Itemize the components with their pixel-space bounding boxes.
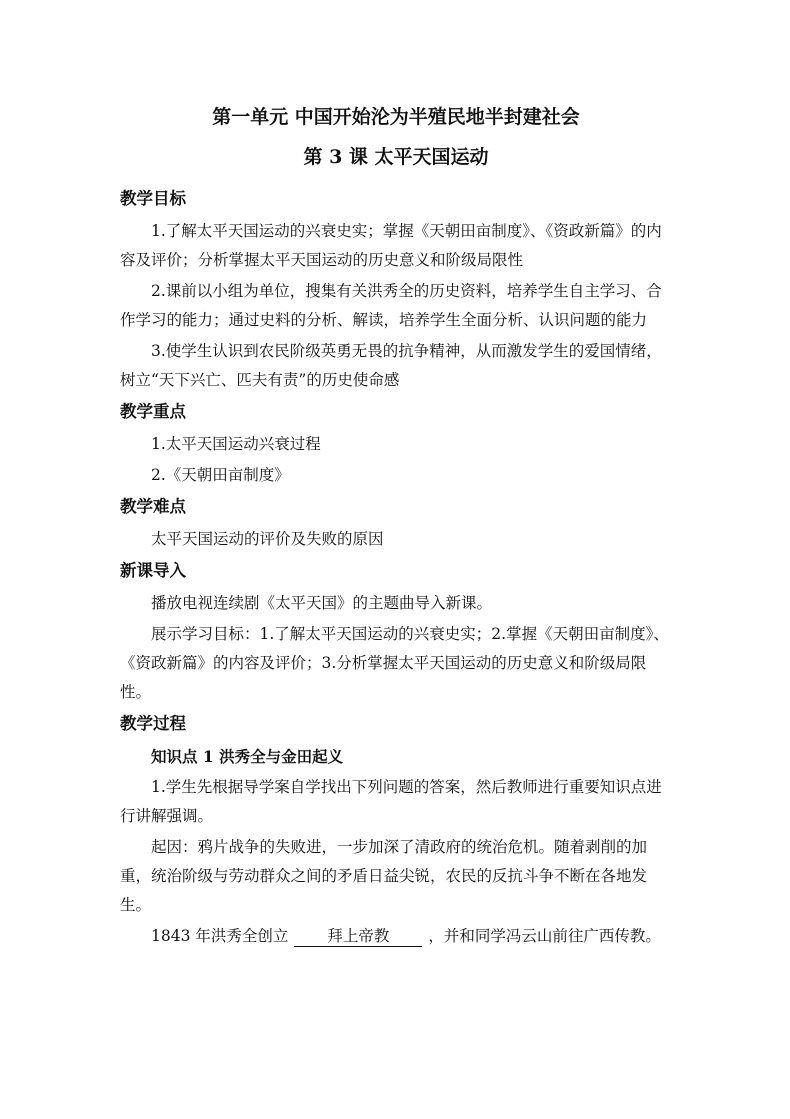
process-item: 起因：鸦片战争的失败进，一步加深了清政府的统治危机。随着剥削的加重，统治阶级与劳动群众之间的矛盾日益尖锐，农民的反抗斗争不断在各地发生。 bbox=[120, 838, 648, 914]
fill-before-text: 1843 年洪秀全创立 bbox=[151, 927, 289, 945]
fill-after-text: ，并和同学冯云山前往广西传教。 bbox=[428, 927, 661, 945]
intro-item: 播放电视连续剧《太平天国》的主题曲导入新课。 bbox=[151, 594, 493, 612]
fill-blank-answer: 拜上帝教 bbox=[294, 926, 422, 947]
key-point-item: 1.太平天国运动兴衰过程 bbox=[151, 435, 321, 453]
objective-item: 1.了解太平天国运动的兴衰史实；掌握《天朝田亩制度》、《资政新篇》的内容及评价；分析掌握太平天国运动的历史意义和阶级局限性 bbox=[120, 222, 662, 269]
objective-item: 2.课前以小组为单位，搜集有关洪秀全的历史资料，培养学生自主学习、合作学习的能力；通过史料的分析、解读，培养学生全面分析、认识问题的能力 bbox=[120, 282, 662, 329]
intro-section bbox=[120, 556, 672, 707]
objectives-section bbox=[120, 184, 672, 395]
fill-in-sentence bbox=[120, 922, 672, 951]
key-point-item: 2.《天朝田亩制度》 bbox=[151, 466, 290, 484]
process-item: 1.学生先根据导学案自学找出下列问题的答案，然后教师进行重要知识点进行讲解强调。 bbox=[120, 778, 662, 825]
intro-heading: 新课导入 bbox=[120, 561, 186, 580]
difficulties-heading: 教学难点 bbox=[120, 497, 186, 516]
unit-title: 第一单元 中国开始沦为半殖民地半封建社会 bbox=[212, 106, 580, 128]
intro-item: 展示学习目标：1.了解太平天国运动的兴衰史实；2.掌握《天朝田亩制度》、《资政新篇》的内容及评价；3.分析掌握太平天国运动的历史意义和阶级局限性。 bbox=[120, 625, 669, 701]
difficulty-text: 太平天国运动的评价及失败的原因 bbox=[151, 530, 384, 548]
key-points-heading: 教学重点 bbox=[120, 402, 186, 421]
lesson-title: 第 3 课 太平天国运动 bbox=[303, 146, 489, 168]
document-content bbox=[120, 98, 672, 953]
objectives-heading: 教学目标 bbox=[120, 189, 186, 208]
difficulties-section bbox=[120, 492, 672, 554]
process-heading: 教学过程 bbox=[120, 714, 186, 733]
key-points-section bbox=[120, 397, 672, 490]
process-section bbox=[120, 709, 672, 951]
objective-item: 3.使学生认识到农民阶级英勇无畏的抗争精神，从而激发学生的爱国情绪，树立“天下兴亡、匹夫有责”的历史使命感 bbox=[120, 342, 662, 389]
knowledge-point-heading: 知识点 1 洪秀全与金田起义 bbox=[151, 747, 344, 766]
